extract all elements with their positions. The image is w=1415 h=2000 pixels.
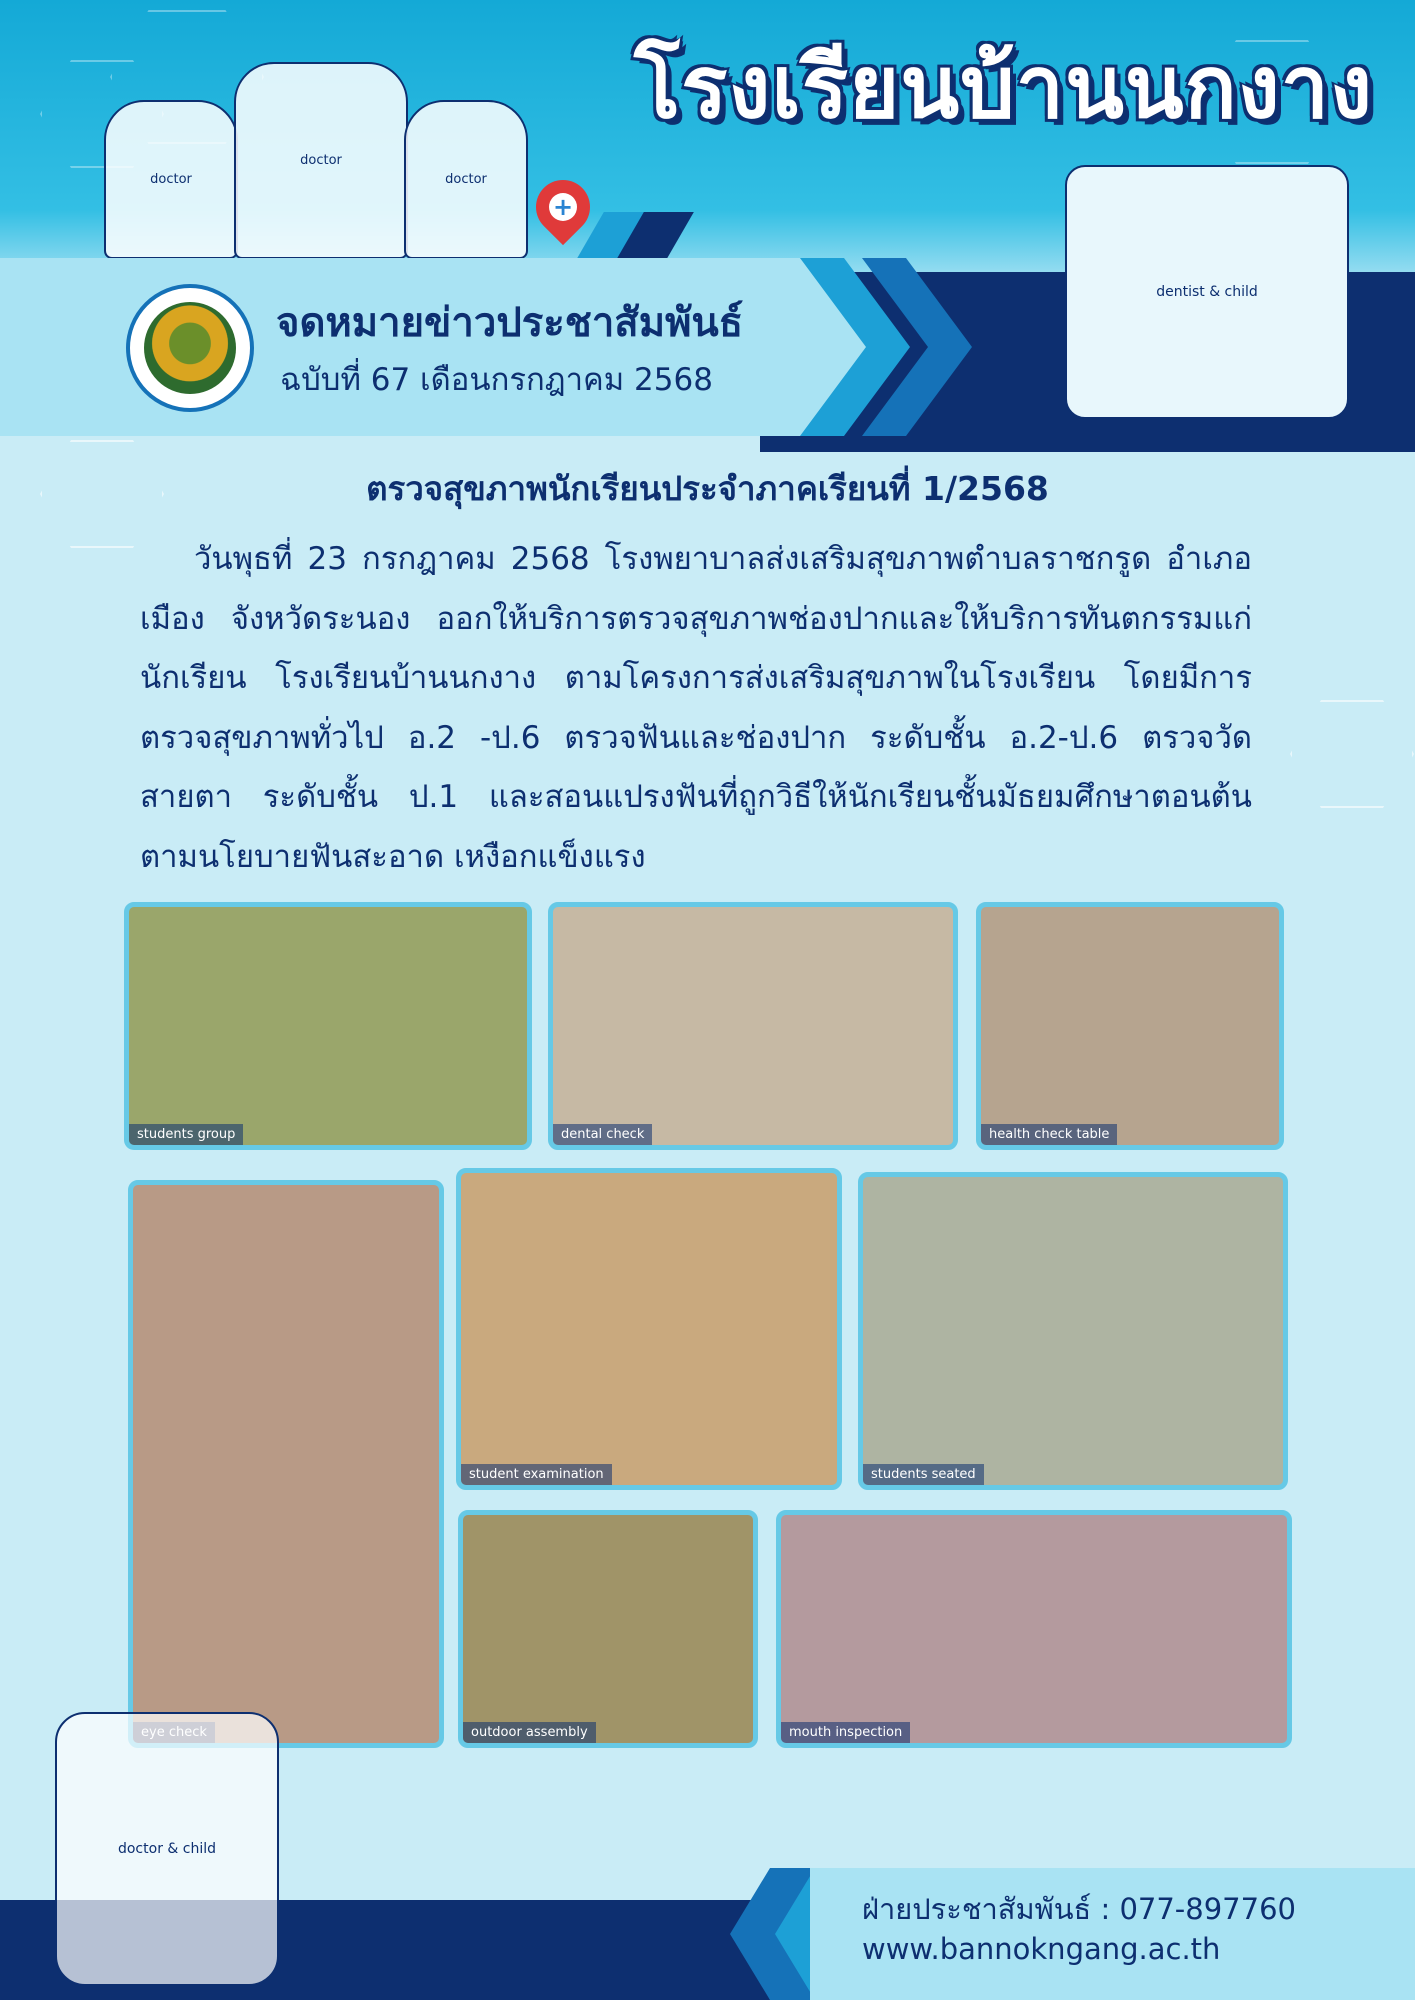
photo [456, 1168, 842, 1490]
school-name: โรงเรียนบ้านนกงาง [634, 38, 1373, 138]
photo-caption: health check table [981, 1124, 1117, 1145]
photo-caption: dental check [553, 1124, 652, 1145]
photo [976, 902, 1284, 1150]
doctor-child-illustration: doctor & child [55, 1712, 279, 1986]
medical-cross-icon: + [549, 193, 577, 221]
newsletter-title: จดหมายข่าวประชาสัมพันธ์ [276, 300, 744, 346]
hexagon-decoration [1290, 700, 1414, 808]
photo [128, 1180, 444, 1748]
contact-phone: ฝ่ายประชาสัมพันธ์ : 077-897760 [862, 1892, 1296, 1926]
photo-caption: students seated [863, 1464, 984, 1485]
school-emblem-icon [144, 302, 236, 394]
photo [548, 902, 958, 1150]
article-headline: ตรวจสุขภาพนักเรียนประจำภาคเรียนที่ 1/2568 [366, 469, 1049, 508]
doctor-illustration: doctor [104, 100, 238, 259]
photo [858, 1172, 1288, 1490]
photo-caption: outdoor assembly [463, 1722, 596, 1743]
article-body: วันพุธที่ 23 กรกฎาคม 2568 โรงพยาบาลส่งเสริมสุขภาพตำบลราชกรูด อำเภอเมือง จังหวัดระนอง ออกให้บริการตรวจสุขภาพช่องปากและให้บริการทันตกรรมแก่นักเรียน โรงเรียนบ้านนกงาง ตามโครงการส่งเสริมสุขภาพในโรงเรียน โดยมีการตรวจสุขภาพทั่วไป อ.2 -ป.6 ตรวจฟันและช่องปาก ระดับชั้น อ.2-ป.6 ตรวจวัดสายตา ระดับชั้น ป.1 และสอนแปรงฟันที่ถูกวิธีให้นักเรียนชั้นมัธยมศึกษาตอนต้น ตามนโยบายฟันสะอาด เหงือกแข็งแรง [140, 541, 1252, 875]
issue-number: ฉบับที่ 67 เดือนกรกฎาคม 2568 [280, 362, 713, 398]
website-link[interactable]: www.bannokngang.ac.th [862, 1932, 1221, 1966]
doctor-illustration: doctor [234, 62, 408, 259]
dentist-illustration: dentist & child [1065, 165, 1349, 419]
photo-caption: students group [129, 1124, 243, 1145]
photo [776, 1510, 1292, 1748]
school-logo [126, 284, 254, 412]
doctor-illustration: doctor [404, 100, 528, 259]
photo [458, 1510, 758, 1748]
photo [124, 902, 532, 1150]
photo-caption: mouth inspection [781, 1722, 910, 1743]
photo-caption: student examination [461, 1464, 612, 1485]
